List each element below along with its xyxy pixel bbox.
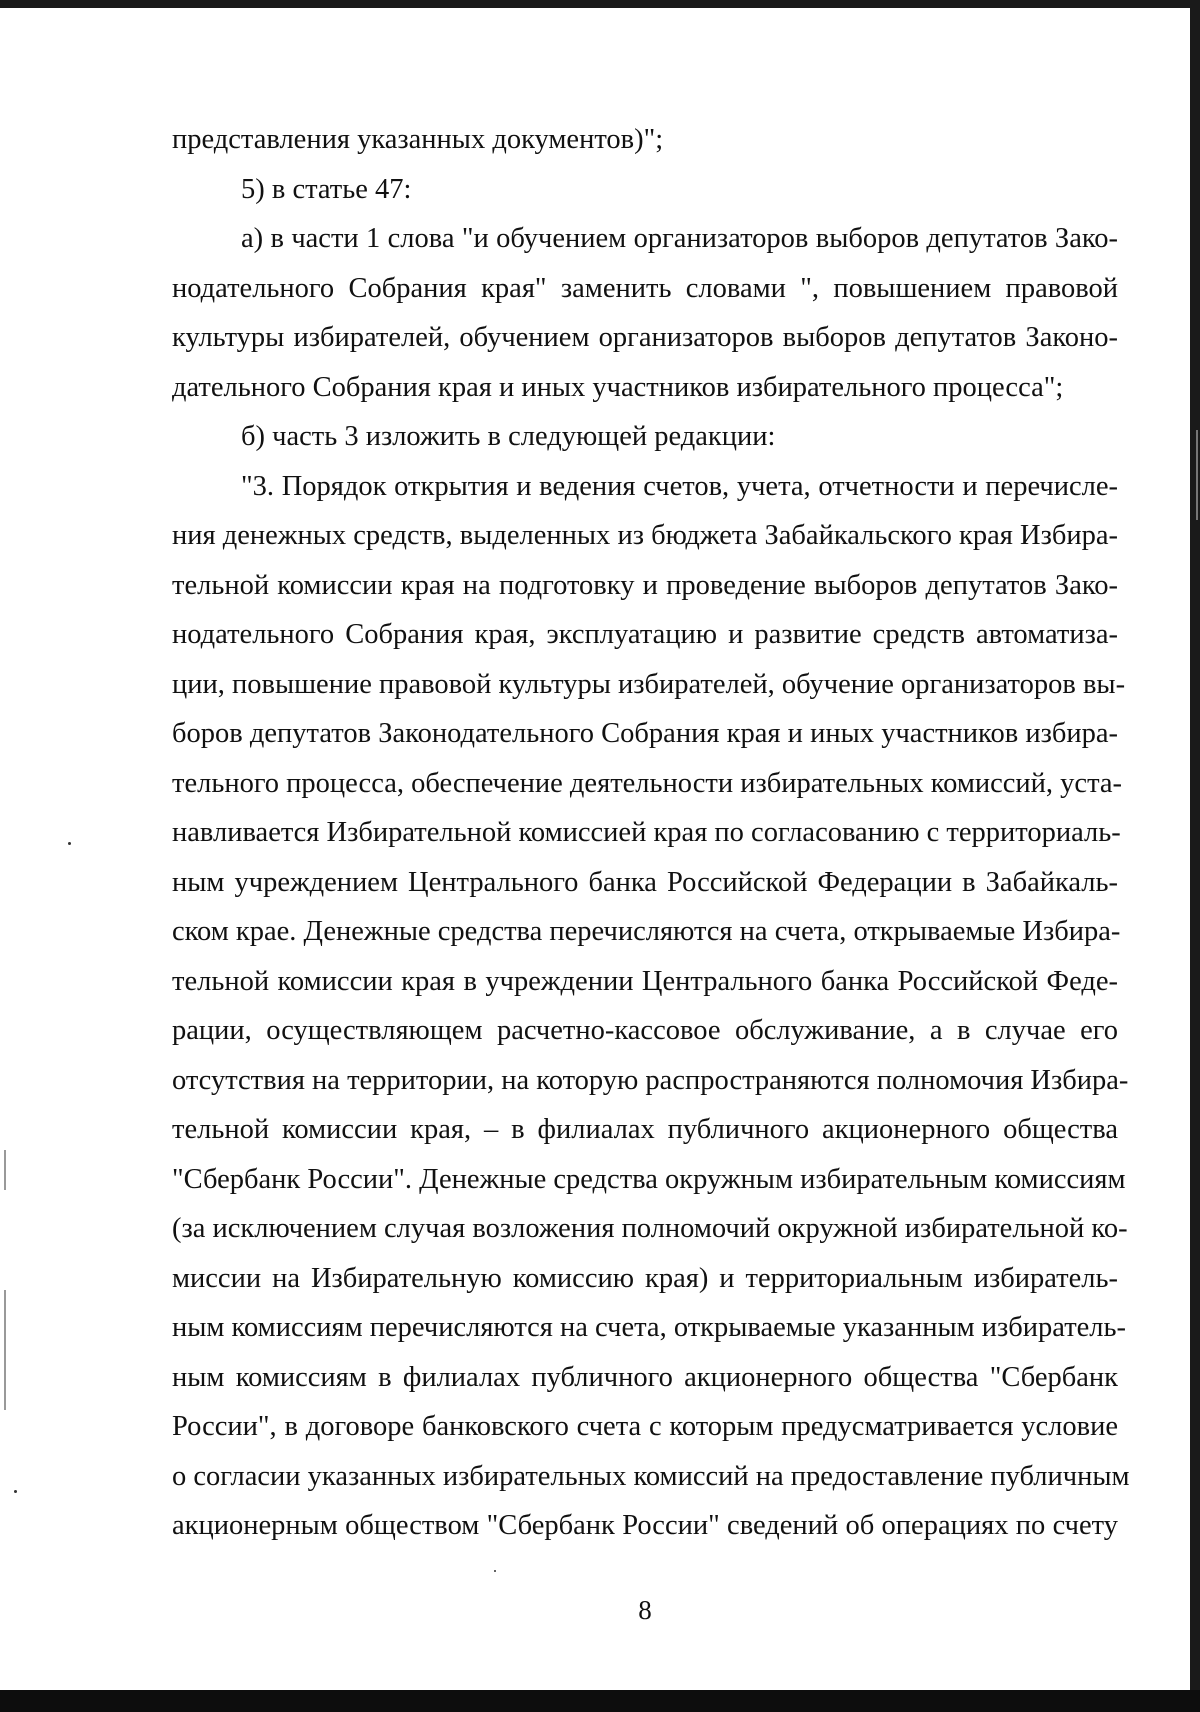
body-line: тельной комиссии края на подготовку и проведение выборов депутатов Зако- — [172, 569, 1118, 601]
body-line: представления указанных документов)"; — [172, 124, 664, 155]
document-body — [172, 115, 1130, 1551]
body-line: ции, повышение правовой культуры избирателей, обучение организаторов вы- — [172, 668, 1126, 700]
scan-speck — [494, 1570, 496, 1572]
scan-top-edge — [0, 0, 1200, 8]
body-line: рации, осуществляющем расчетно-кассовое обслуживание, а в случае его — [172, 1015, 1118, 1046]
body-line: дательного Собрания края и иных участников избирательного процесса"; — [172, 371, 1064, 403]
body-line: миссии на Избирательную комиссию края) и территориальным избиратель- — [172, 1262, 1118, 1294]
scan-speck — [68, 842, 71, 845]
body-line: культуры избирателей, обучением организаторов выборов депутатов Законо- — [172, 322, 1118, 353]
body-line: тельного процесса, обеспечение деятельности избирательных комиссий, уста- — [172, 767, 1123, 799]
scan-speck — [14, 1490, 17, 1493]
body-line: ском крае. Денежные средства перечисляются на счета, открываемые Избира- — [172, 916, 1121, 947]
body-line: (за исключением случая возложения полномочий окружной избирательной ко- — [172, 1213, 1128, 1244]
body-line: России", в договоре банковского счета с которым предусматривается условие — [172, 1411, 1118, 1442]
body-line: ным учреждением Центрального банка Российской Федерации в Забайкаль- — [172, 866, 1118, 898]
body-line: "Сбербанк России". Денежные средства окружным избирательным комиссиям — [172, 1163, 1126, 1195]
body-line: б) часть 3 изложить в следующей редакции: — [241, 421, 776, 452]
body-line: акционерным обществом "Сбербанк России" сведений об операциях по счету — [172, 1510, 1118, 1541]
body-line: а) в части 1 слова "и обучением организаторов выборов депутатов Зако- — [241, 223, 1118, 254]
body-line: боров депутатов Законодательного Собрания края и иных участников избира- — [172, 718, 1118, 749]
body-line: о согласии указанных избирательных комиссий на предоставление публичным — [172, 1460, 1130, 1492]
body-line: нодательного Собрания края" заменить словами ", повышением правовой — [172, 272, 1118, 304]
page-number: 8 — [638, 1595, 652, 1625]
body-line: тельной комиссии края, – в филиалах публичного акционерного общества — [172, 1114, 1118, 1145]
body-line: ным комиссиям перечисляются на счета, открываемые указанным избиратель- — [172, 1312, 1127, 1343]
body-line: тельной комиссии края в учреждении Центрального банка Российской Феде- — [172, 965, 1118, 997]
scan-margin-mark — [1196, 430, 1198, 520]
body-line: ния денежных средств, выделенных из бюджета Забайкальского края Избира- — [172, 520, 1118, 551]
scan-bottom-edge — [0, 1690, 1200, 1712]
scan-margin-mark — [4, 1290, 6, 1410]
body-line: ным комиссиям в филиалах публичного акционерного общества "Сбербанк — [172, 1361, 1118, 1393]
body-line: навливается Избирательной комиссией края по согласованию с территориаль- — [172, 817, 1121, 848]
body-line: 5) в статье 47: — [241, 173, 412, 205]
scan-right-edge — [1190, 0, 1200, 1712]
body-line: нодательного Собрания края, эксплуатацию и развитие средств автоматиза- — [172, 619, 1118, 650]
scan-margin-mark — [4, 1150, 6, 1190]
body-line: "3. Порядок открытия и ведения счетов, учета, отчетности и перечисле- — [241, 470, 1118, 502]
body-line: отсутствия на территории, на которую распространяются полномочия Избира- — [172, 1064, 1129, 1096]
